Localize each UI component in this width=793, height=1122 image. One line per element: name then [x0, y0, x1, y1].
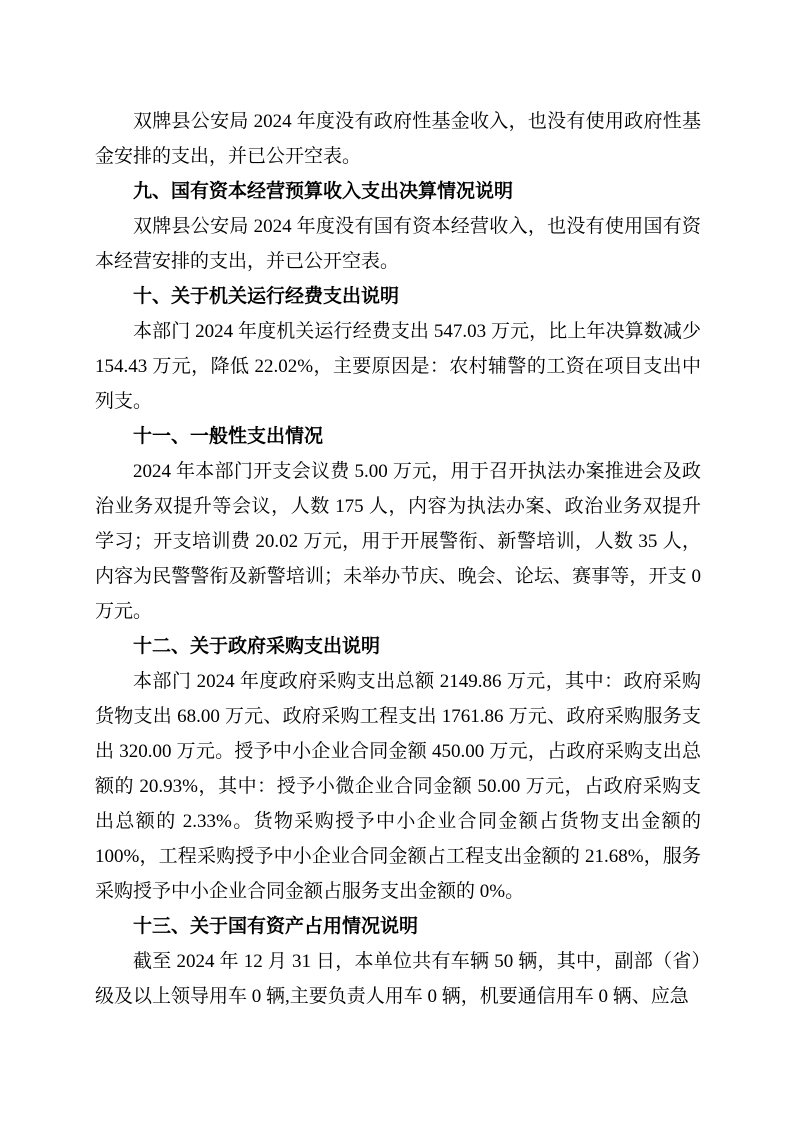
section-heading-12: 十二、关于政府采购支出说明	[133, 636, 381, 657]
paragraph-operating-expense: 本部门 2024 年度机关运行经费支出 547.03 万元，比上年决算数减少 154.43 万元，降低 22.02%，主要原因是：农村辅警的工资在项目支出中列支。	[95, 321, 701, 412]
paragraph-state-capital: 双牌县公安局 2024 年度没有国有资本经营收入，也没有使用国有资本经营安排的支出，并已公开空表。	[95, 216, 701, 272]
section-heading-9: 九、国有资本经营预算收入支出决算情况说明	[133, 181, 514, 202]
section-heading-11: 十一、一般性支出情况	[133, 426, 324, 447]
section-heading-13: 十三、关于国有资产占用情况说明	[133, 916, 419, 937]
paragraph-general-expense: 2024 年本部门开支会议费 5.00 万元，用于召开执法办案推进会及政治业务双提升等会议，人数 175 人，内容为执法办案、政治业务双提升学习；开支培训费 20.02 万元，用于开展警衔、新警培训，人数 35 人，内容为民警警衔及新警培训；未举办节庆、晚会、论坛、赛事等，开支 0 万元。	[95, 461, 701, 622]
paragraph-procurement: 本部门 2024 年度政府采购支出总额 2149.86 万元，其中：政府采购货物支出 68.00 万元、政府采购工程支出 1761.86 万元、政府采购服务支出 320.00 万元。授予中小企业合同金额 450.00 万元，占政府采购支出总额的 20.93%，其中：授予小微企业合同金额 50.00 万元，占政府采购支出总额的 2.33%。货物采购授予中小企业合同金额占货物支出金额的 100%，工程采购授予中小企业合同金额占工程支出金额的 21.68%，服务采购授予中小企业合同金额占服务支出金额的 0%。	[95, 671, 701, 902]
section-heading-10: 十、关于机关运行经费支出说明	[133, 286, 400, 307]
paragraph-govt-fund: 双牌县公安局 2024 年度没有政府性基金收入，也没有使用政府性基金安排的支出，并已公开空表。	[95, 111, 701, 167]
paragraph-state-assets: 截至 2024 年 12 月 31 日，本单位共有车辆 50 辆，其中，副部（省）级及以上领导用车 0 辆,主要负责人用车 0 辆，机要通信用车 0 辆、应急	[95, 951, 701, 1007]
